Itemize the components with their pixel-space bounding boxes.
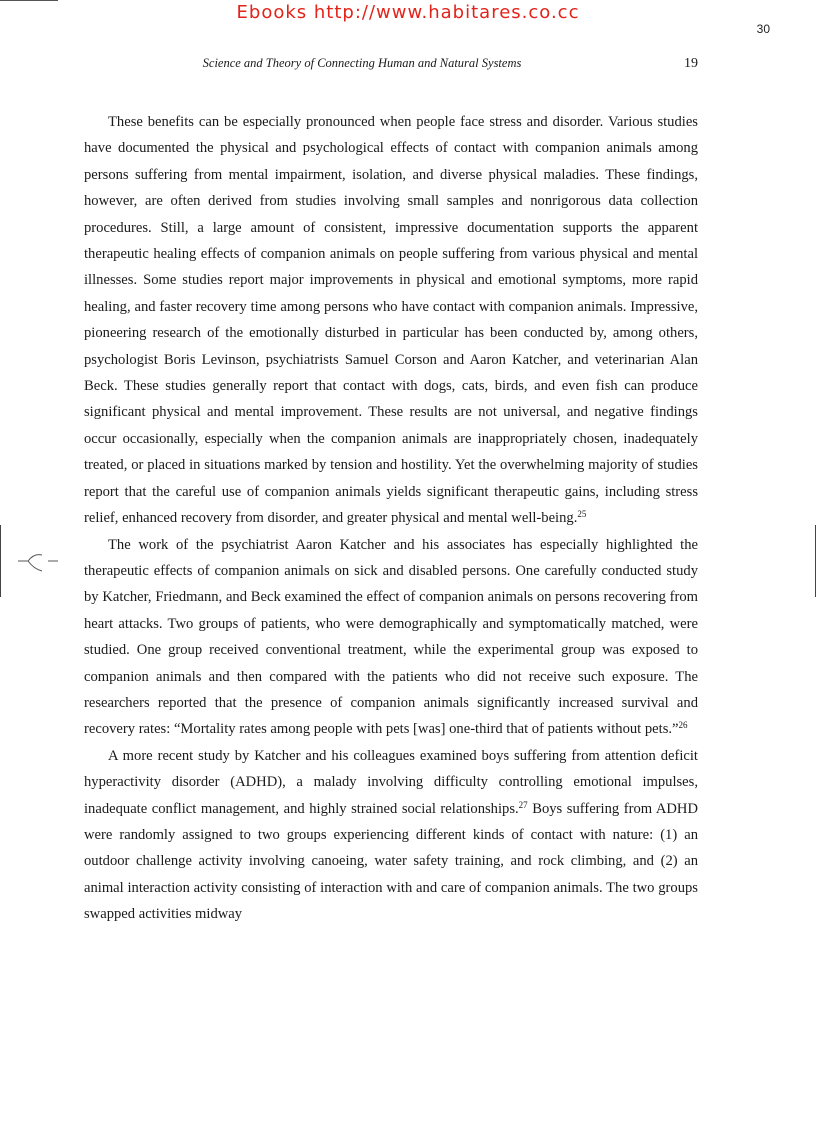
paragraph-3-text: A more recent study by Katcher and his colleagues examined boys suffering from attention deficit hyperactivity disorder (ADHD), a malady involving difficulty controlling emotional impulses, inadequate conflict management, and highly strained social relationships. — [84, 747, 698, 817]
footnote-ref-25: 25 — [577, 509, 587, 520]
pdf-page-number: 30 — [756, 22, 770, 36]
footnote-ref-27: 27 — [518, 799, 528, 810]
paragraph-2-text: The work of the psychiatrist Aaron Katcher and his associates has especially highlighted the therapeutic effects of companion animals on sick and disabled persons. One carefully conducted study by Katcher, Friedmann, and Beck examined the effect of companion animals on persons recovering from heart attacks. Two groups of patients, who were demographically and symptomatically matched, were studied. One group received conventional treatment, while the experimental group was exposed to companion animals and then compared with the patients who did not receive such exposure. The researchers reported that the presence of companion animals significantly increased survival and recovery rates: “Mortality rates among people with pets [was] one-third that of patients without pets.” — [84, 536, 698, 738]
paragraph-1-text: These benefits can be especially pronounced when people face stress and disorder. Various studies have documented the physical and psychological effects of contact with companion animals among persons suffering from mental impairment, isolation, and diverse physical maladies. These findings, however, are often derived from studies involving small samples and nonrigorous data collection procedures. Still, a large amount of consistent, impressive documentation supports the apparent therapeutic healing effects of companion animals on people suffering from various physical and mental illnesses. Some studies report major improvements in physical and emotional symptoms, more rapid healing, and faster recovery time among persons who have contact with companion animals. Impressive, pioneering research of the emotionally disturbed in particular has been conducted by, among others, psychologist Boris Levinson, psychiatrists Samuel Corson and Aaron Katcher, and veterinarian Alan Beck. These studies generally report that contact with dogs, cats, birds, and even fish can produce significant physical and mental improvement. These results are not universal, and negative findings occur occasionally, especially when the companion animals are inappropriately chosen, inadequately treated, or placed in situations marked by tension and hostility. Yet the overwhelming majority of studies report that the careful use of companion animals yields significant therapeutic gains, including stress relief, enhanced recovery from disorder, and greater physical and mental well-being. — [84, 114, 698, 527]
footnote-ref-26: 26 — [678, 720, 688, 731]
paragraph-1 — [84, 109, 698, 532]
crop-line-top-left — [0, 0, 58, 1]
folio-page-number: 19 — [684, 56, 698, 71]
watermark-link[interactable]: Ebooks http://www.habitares.co.cc — [236, 2, 580, 23]
registration-mark-icon — [18, 549, 58, 579]
paragraph-3 — [84, 743, 698, 928]
running-head-title: Science and Theory of Connecting Human and Natural Systems — [202, 56, 522, 70]
paragraph-2 — [84, 532, 698, 743]
paragraph-3-continuation: Boys suffering from ADHD were randomly assigned to two groups experiencing different kinds of contact with nature: (1) an outdoor challenge activity involving canoeing, water safety training, and rock climbing, and (2) an animal interaction activity consisting of interaction with and care of companion animals. The two groups swapped activities midway — [84, 800, 699, 923]
margin-bar-left — [0, 525, 1, 597]
body-text — [84, 109, 698, 928]
